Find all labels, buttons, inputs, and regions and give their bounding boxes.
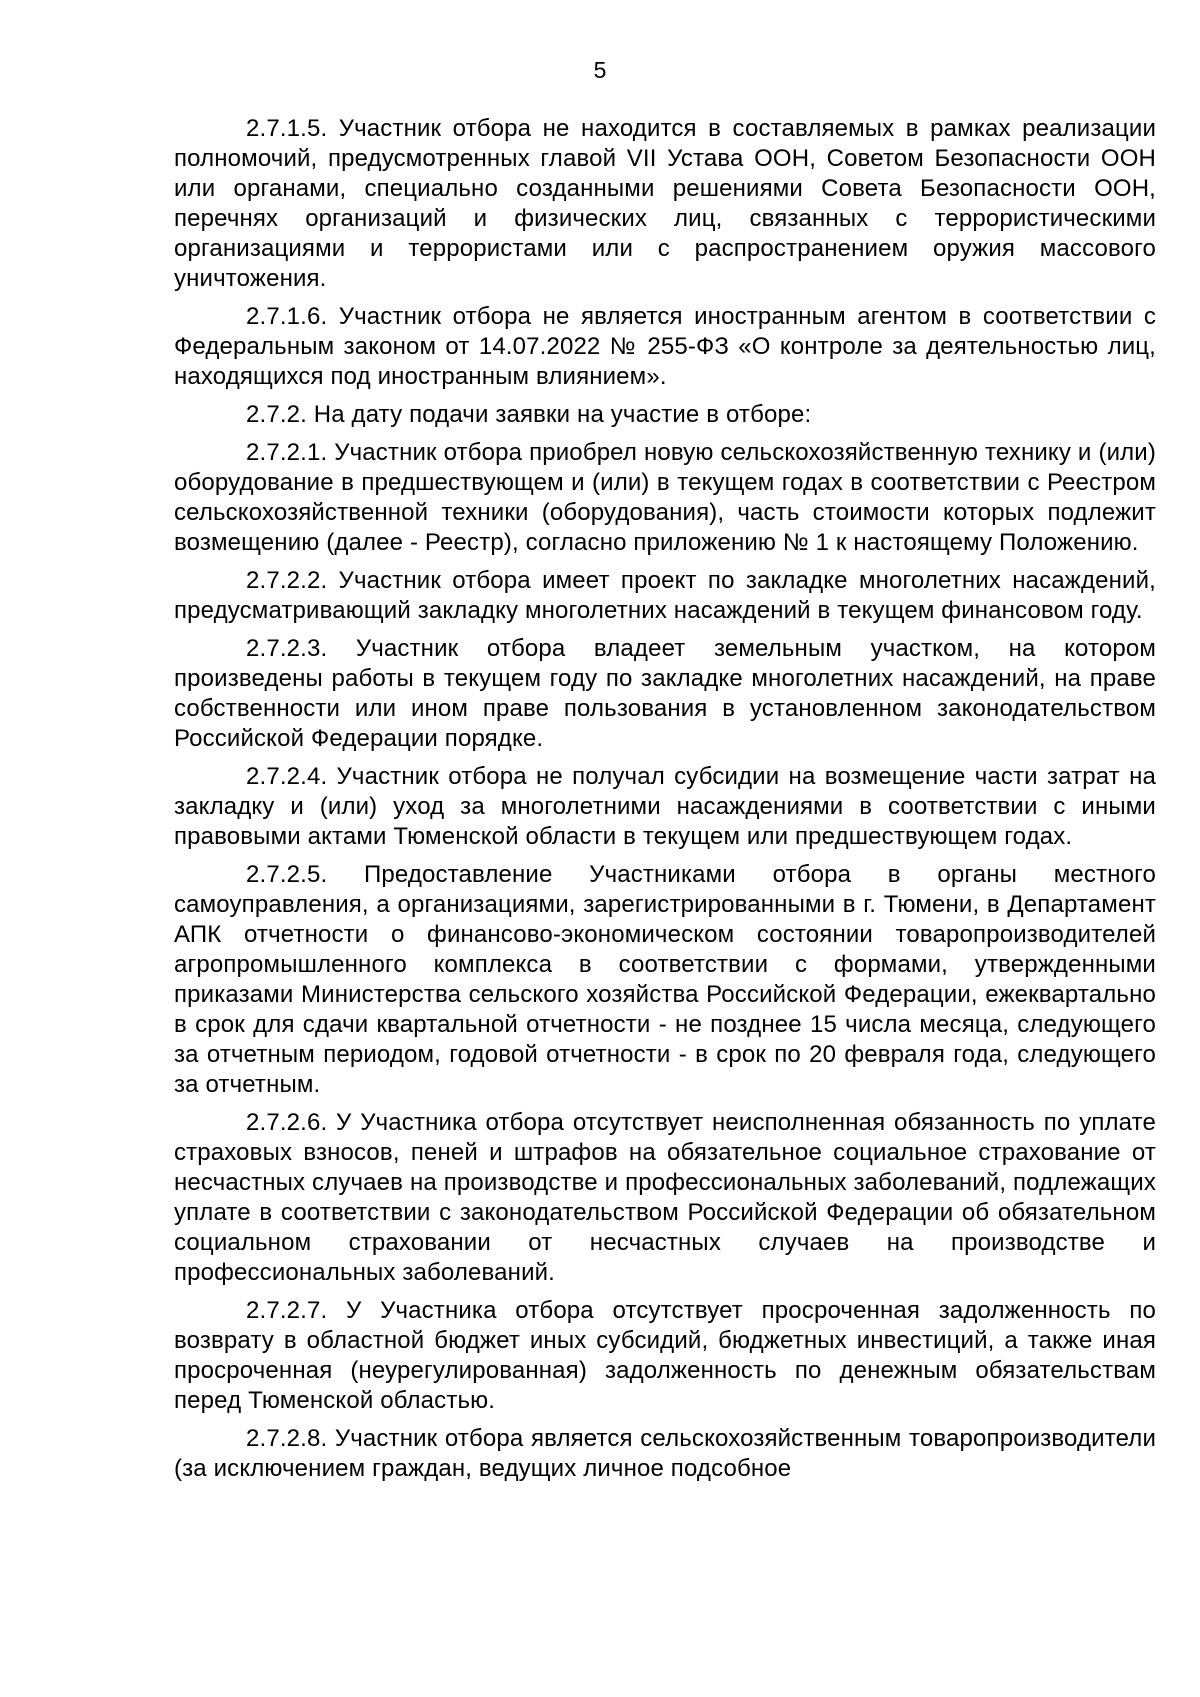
paragraph-2-7-2: 2.7.2. На дату подачи заявки на участие в отборе: xyxy=(246,401,812,428)
paragraph-2-7-2-6: 2.7.2.6. У Участника отбора отсутствует неисполненная обязанность по уплате страховых взносов, пеней и штрафов на обязательное социальное страхование от несчастных случаев на производстве и профессиональных заболеваний, подлежащих уплате в соответствии с законодательством Российской Федерации об обязательном социальном страховании от несчастных случаев на производстве и профессиональных заболеваний. xyxy=(174,1109,1156,1286)
paragraph-2-7-2-8: 2.7.2.8. Участник отбора является сельскохозяйственным товаропроизводители (за исключением граждан, ведущих личное подсобное xyxy=(174,1425,1156,1482)
paragraph-2-7-1-5: 2.7.1.5. Участник отбора не находится в составляемых в рамках реализации полномочий, предусмотренных главой VII Устава ООН, Советом Безопасности ООН или органами, специально созданными решениями Совета Безопасности ООН, перечнях организаций и физических лиц, связанных с террористическими организациями и террористами или с распространением оружия массового уничтожения. xyxy=(174,115,1156,292)
paragraph-2-7-1-6: 2.7.1.6. Участник отбора не является иностранным агентом в соответствии с Федеральным законом от 14.07.2022 № 255-ФЗ «О контроле за деятельностью лиц, находящихся под иностранным влиянием». xyxy=(174,303,1156,390)
paragraph-2-7-2-2: 2.7.2.2. Участник отбора имеет проект по закладке многолетних насаждений, предусматривающий закладку многолетних насаждений в текущем финансовом году. xyxy=(174,567,1156,624)
paragraph-2-7-2-7: 2.7.2.7. У Участника отбора отсутствует просроченная задолженность по возврату в областной бюджет иных субсидий, бюджетных инвестиций, а также иная просроченная (неурегулированная) задолженность по денежным обязательствам перед Тюменской областью. xyxy=(174,1297,1156,1414)
paragraph-2-7-2-3: 2.7.2.3. Участник отбора владеет земельным участком, на котором произведены работы в текущем году по закладке многолетних насаждений, на праве собственности или ином праве пользования в установленном законодательством Российской Федерации порядке. xyxy=(174,635,1156,752)
paragraph-2-7-2-5: 2.7.2.5. Предоставление Участниками отбора в органы местного самоуправления, а организациями, зарегистрированными в г. Тюмени, в Департамент АПК отчетности о финансово-экономическом состоянии товаропроизводителей агропромышленного комплекса в соответствии с формами, утвержденными приказами Министерства сельского хозяйства Российской Федерации, ежеквартально в срок для сдачи квартальной отчетности - не позднее 15 числа месяца, следующего за отчетным периодом, годовой отчетности - в срок по 20 февраля года, следующего за отчетным. xyxy=(174,861,1156,1098)
paragraph-2-7-2-4: 2.7.2.4. Участник отбора не получал субсидии на возмещение части затрат на закладку и (или) уход за многолетними насаждениями в соответствии с иными правовыми актами Тюменской области в текущем или предшествующем годах. xyxy=(174,763,1156,850)
page-number: 5 xyxy=(593,57,607,83)
document-body xyxy=(174,114,1156,1492)
paragraph-2-7-2-1: 2.7.2.1. Участник отбора приобрел новую сельскохозяйственную технику и (или) оборудование в предшествующем и (или) в текущем годах в соответствии с Реестром сельскохозяйственной техники (оборудования), часть стоимости которых подлежит возмещению (далее - Реестр), согласно приложению № 1 к настоящему Положению. xyxy=(174,439,1156,556)
